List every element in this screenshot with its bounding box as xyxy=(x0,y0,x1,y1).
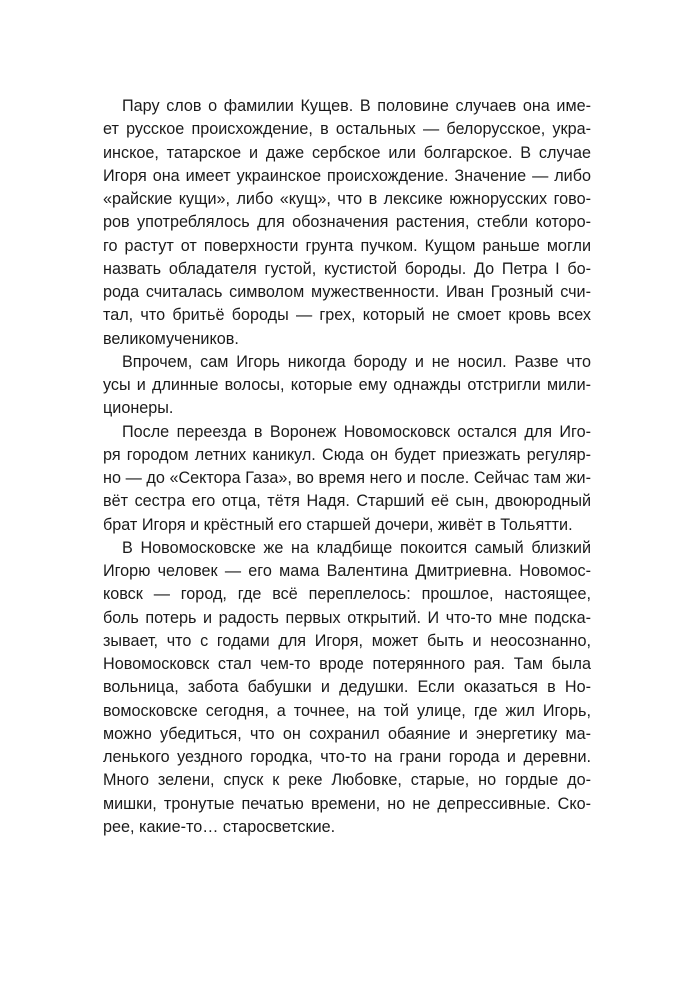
paragraph xyxy=(103,351,591,421)
text-line: можно убедиться, что он сохранил обаяние и энергетику ма- xyxy=(103,724,591,743)
text-line: ря городом летних каникул. Сюда он будет приезжать регуляр- xyxy=(103,445,591,464)
text-line: Впрочем, сам Игорь никогда бороду и не носил. Разве что xyxy=(122,352,591,371)
paragraph xyxy=(103,537,591,839)
paragraph xyxy=(103,95,591,351)
text-line: ленького уездного городка, что-то на грани города и деревни. xyxy=(103,748,591,766)
text-line: назвать обладателя густой, кустистой бороды. До Петра I бо- xyxy=(103,259,591,278)
text-line: вёт сестра его отца, тётя Надя. Старший её сын, двоюродный xyxy=(103,492,591,511)
text-line: В Новомосковске же на кладбище покоится самый близкий xyxy=(122,538,591,557)
text-line: рода считалась символом мужественности. Иван Грозный счи- xyxy=(103,283,591,301)
text-line: ционеры. xyxy=(103,399,174,418)
text-line: ковск — город, где всё переплелось: прошлое, настоящее, xyxy=(103,585,591,604)
text-line: вомосковске сегодня, а точнее, на той улице, где жил Игорь, xyxy=(103,701,591,720)
text-line: вольница, забота бабушки и дедушки. Если оказаться в Но- xyxy=(103,678,591,697)
text-line: ет русское происхождение, в остальных — белорусское, укра- xyxy=(103,120,591,139)
text-line: но — до «Сектора Газа», во время него и после. Сейчас там жи- xyxy=(103,469,591,487)
text-line: мишки, тронутые печатью времени, но не депрессивные. Ско- xyxy=(103,794,591,813)
text-line: Пару слов о фамилии Кущев. В половине случаев она име- xyxy=(122,97,591,115)
text-line: Много зелени, спуск к реке Любовке, старые, но гордые до- xyxy=(103,771,591,790)
text-line: «райские кущи», либо «кущ», что в лексике южнорусских гово- xyxy=(103,190,591,208)
text-line: ров употреблялось для обозначения растения, стебли которо- xyxy=(103,213,591,232)
text-line: брат Игоря и крёстный его старшей дочери, живёт в Тольятти. xyxy=(103,515,573,534)
text-line: рее, какие-то… старосветские. xyxy=(103,817,336,836)
text-line: Игорю человек — его мама Валентина Дмитриевна. Новомос- xyxy=(103,562,591,580)
body-text xyxy=(103,95,591,839)
text-line: великомучеников. xyxy=(103,329,239,348)
text-line: усы и длинные волосы, которые ему однажды отстригли мили- xyxy=(103,376,591,394)
text-line: Новомосковск стал чем-то вроде потерянного рая. Там была xyxy=(103,655,591,673)
text-line: боль потерь и радость первых открытий. И что-то мне подска- xyxy=(103,608,591,627)
text-line: После переезда в Воронеж Новомосковск остался для Иго- xyxy=(122,422,591,441)
text-line: го растут от поверхности грунта пучком. Кущом раньше могли xyxy=(103,236,591,255)
text-line: зывает, что с годами для Игоря, может быть и неосознанно, xyxy=(103,631,591,650)
paragraph xyxy=(103,421,591,537)
text-line: тал, что бритьё бороды — грех, который не смоет кровь всех xyxy=(103,306,591,325)
text-line: Игоря она имеет украинское происхождение. Значение — либо xyxy=(103,166,591,185)
text-line: инское, татарское и даже сербское или болгарское. В случае xyxy=(103,143,591,162)
